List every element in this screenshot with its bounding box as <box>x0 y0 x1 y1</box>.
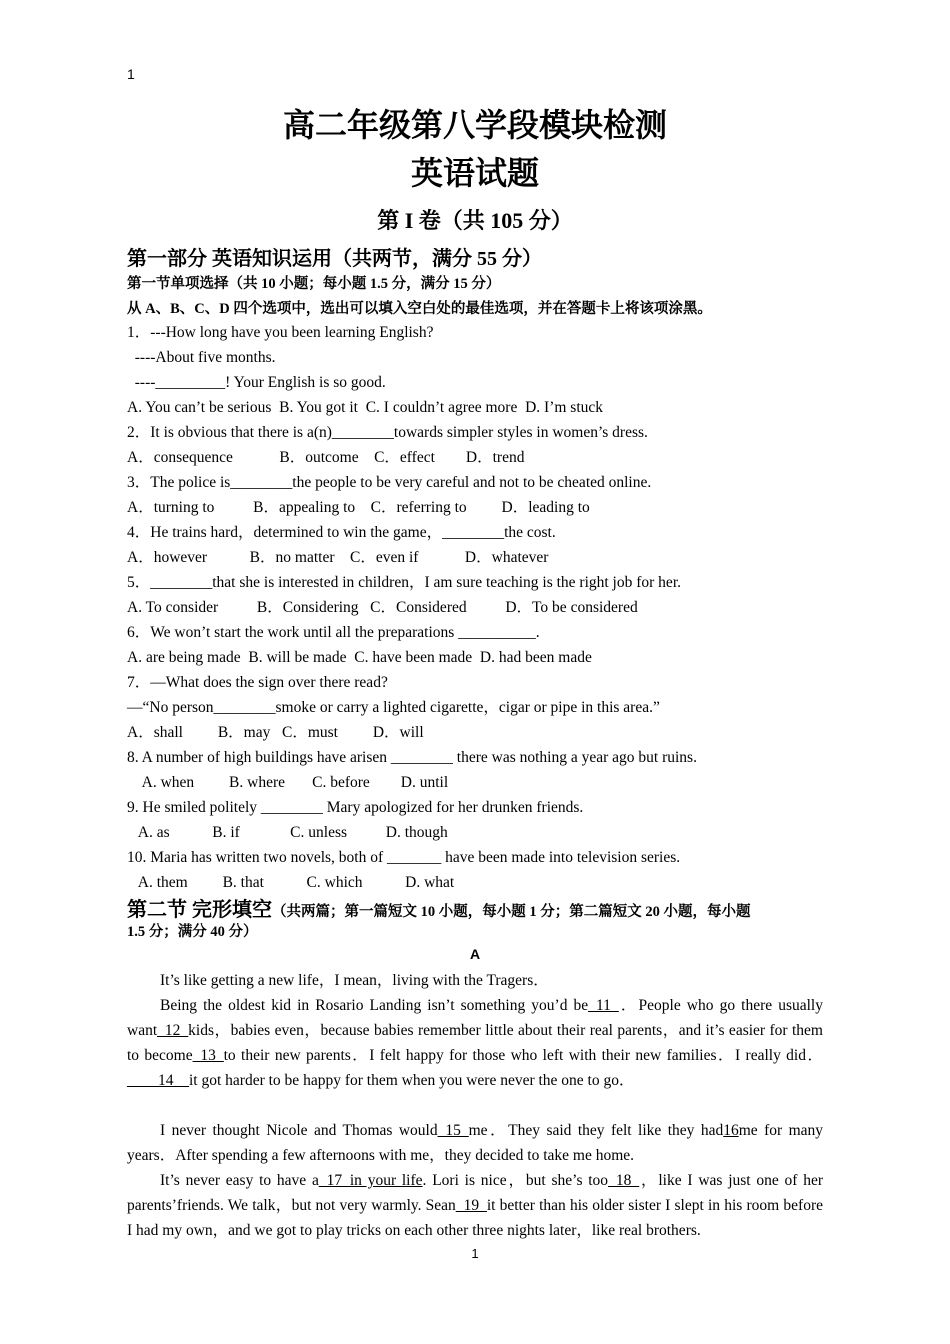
blank-13: _13_ <box>192 1047 224 1064</box>
blank-16: 16 <box>723 1122 739 1139</box>
option-line: A. are being made B. will be made C. have been made D. had been made <box>127 649 592 666</box>
passage-paragraph-3: I never thought Nicole and Thomas would_15_me．They said they felt like they had16me for many years．After spending a few afternoons with me，they decided to take me home. <box>127 1122 824 1164</box>
question-line: 2．It is obvious that there is a(n)________towards simpler styles in women’s dress. <box>127 424 648 441</box>
section-one-instructions: 从 A、B、C、D 四个选项中，选出可以填入空白处的最佳选项，并在答题卡上将该项涂黑。 <box>127 301 712 317</box>
option-line: A. To consider B．Considering C．Considered D．To be considered <box>127 599 638 616</box>
option-line: A．however B．no matter C．even if D．whatever <box>127 549 549 566</box>
blank-12: _12_ <box>157 1022 189 1039</box>
passage-paragraph-4: It’s never easy to have a_17_in your life. Lori is nice，but she’s too_18_，like I was just one of her parents’friends. We talk，but not very warmly. Sean_19_it better than his older sister I slept in his room before I had my own，and we got to play tricks on each other three nights later，like real brothers. <box>127 1172 824 1239</box>
question-line: 5．________that she is interested in children，I am sure teaching is the right job for her. <box>127 574 681 591</box>
exam-title: 高二年级第八学段模块检测 <box>282 107 667 143</box>
section-two-title: 第二节 完形填空 <box>127 899 272 921</box>
exam-subtitle: 英语试题 <box>410 155 539 191</box>
passage-paragraph-2: Being the oldest kid in Rosario Landing isn’t something you’d be_11_．People who go there usually want_12_kids，babies even，because babies remember little about their real parents，and it’s easier for them to become_13_to their new parents．I felt happy for those who left with their new families．I really did．____14__it got harder to be happy for them when you were never the one to go． <box>127 997 823 1089</box>
question-line: 3．The police is________the people to be very careful and not to be cheated online. <box>127 474 652 491</box>
blank-11: _11_ <box>588 997 619 1014</box>
question-line: ----About five months. <box>127 349 276 366</box>
question-line: 10. Maria has written two novels, both of _______ have been made into television series. <box>127 849 681 866</box>
question-line: 8. A number of high buildings have arisen ________ there was nothing a year ago but ruins. <box>127 749 697 766</box>
option-line: A. You can’t be serious B. You got it C. I couldn’t agree more D. I’m stuck <box>127 399 604 416</box>
question-line: ----_________! Your English is so good. <box>127 374 386 391</box>
passage-paragraph-1: It’s like getting a new life，I mean，living with the Tragers． <box>160 972 549 989</box>
section-one-heading: 第一节单项选择（共 10 小题；每小题 1.5 分，满分 15 分） <box>127 276 501 292</box>
page-number-top: 1 <box>127 66 135 82</box>
section-two-heading <box>127 893 827 922</box>
blank-17: _17_in your life <box>318 1172 423 1189</box>
option-line: A. when B. where C. before D. until <box>127 774 449 791</box>
blank-14: ____14__ <box>127 1072 189 1089</box>
question-line: 6．We won’t start the work until all the preparations __________. <box>127 624 540 641</box>
question-line: 1．---How long have you been learning English? <box>127 324 434 341</box>
section-two-scoring-cont: 1.5 分；满分 40 分） <box>127 924 258 940</box>
section-two-scoring: （共两篇；第一篇短文 10 小题，每小题 1 分；第二篇短文 20 小题，每小题 <box>272 904 751 920</box>
question-line: 7．—What does the sign over there read? <box>127 674 388 691</box>
option-line: A．turning to B．appealing to C．referring to D．leading to <box>127 499 590 516</box>
question-line: 9. He smiled politely ________ Mary apologized for her drunken friends. <box>127 799 584 816</box>
question-line: 4．He trains hard，determined to win the game，________the cost. <box>127 524 556 541</box>
option-line: A. them B. that C. which D. what <box>127 874 455 891</box>
volume-heading: 第 I 卷（共 105 分） <box>377 208 573 233</box>
passage-label: A <box>469 946 481 962</box>
option-line: A．shall B．may C．must D．will <box>127 724 424 741</box>
blank-15: _15_ <box>437 1122 469 1139</box>
option-line: A. as B. if C. unless D. though <box>127 824 448 841</box>
page-number-bottom: 1 <box>471 1246 479 1261</box>
part-one-heading: 第一部分 英语知识运用（共两节，满分 55 分） <box>127 248 542 270</box>
blank-18: _18_ <box>608 1172 640 1189</box>
question-line: —“No person________smoke or carry a lighted cigarette，cigar or pipe in this area.” <box>127 699 660 716</box>
option-line: A．consequence B．outcome C．effect D．trend <box>127 449 525 466</box>
blank-19: _19_ <box>455 1197 487 1214</box>
